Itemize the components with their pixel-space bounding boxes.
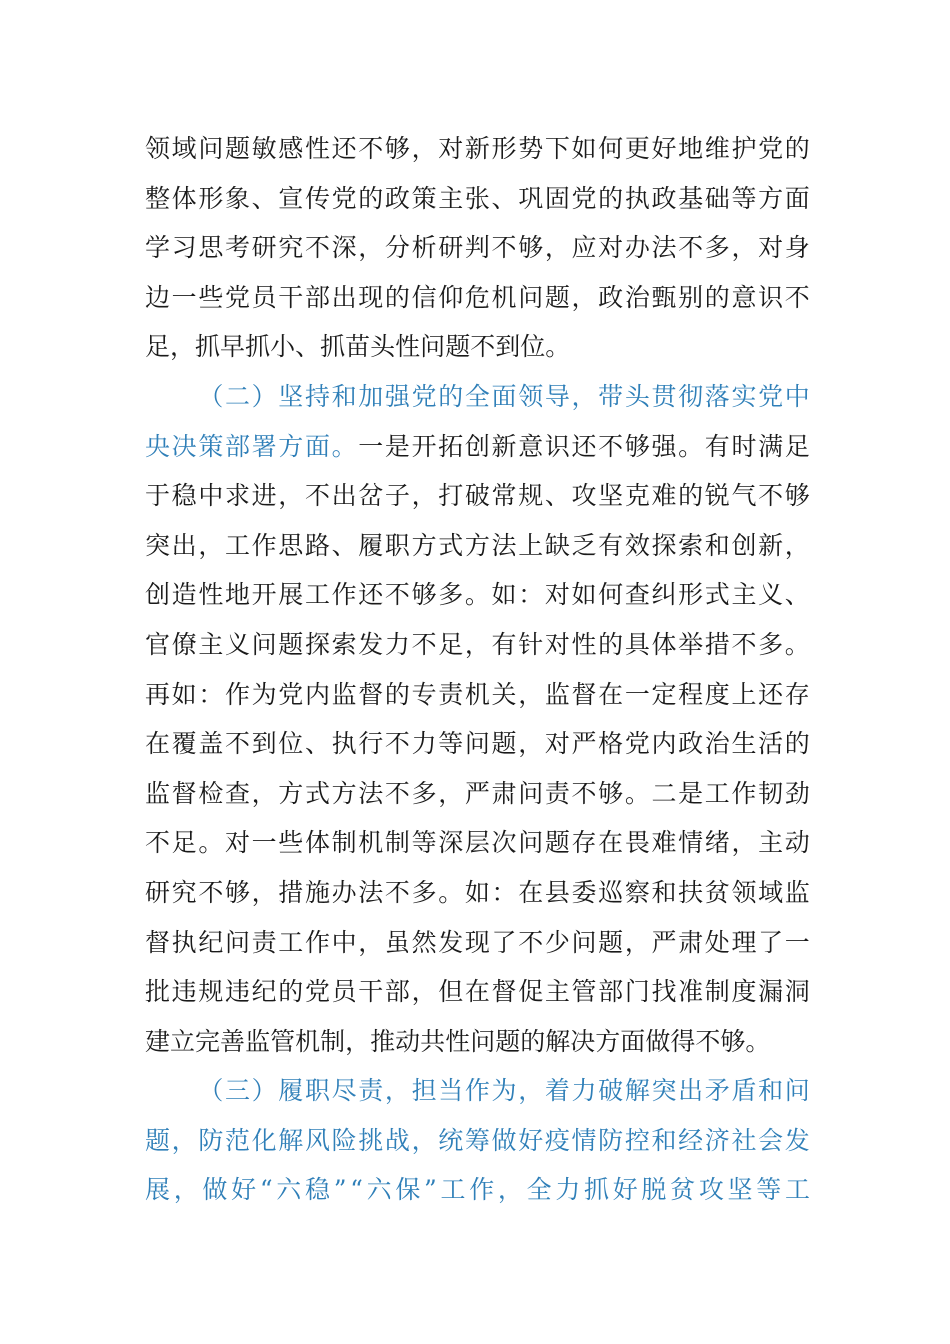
text-line: 领 域 问 题 敏 感 性 还 不 够 ， 对 新 形 势 下 如 何 更 好 地 维 护 党 的 bbox=[145, 134, 810, 163]
text-line: 题 ， 防 范 化 解 风 险 挑 战 ， 统 筹 做 好 疫 情 防 控 和 经 济 社 会 发 bbox=[145, 1125, 810, 1155]
text-line: 央 决 策 部 署 方 面 。 一 是 开 拓 创 新 意 识 还 不 够 强 。 有 时 满 足 bbox=[145, 431, 810, 461]
body-text bbox=[145, 124, 810, 1215]
text-line: 官 僚 主 义 问 题 探 索 发 力 不 足 ， 有 针 对 性 的 具 体 举 措 不 多 。 bbox=[145, 629, 810, 659]
text-line: 再 如 ： 作 为 党 内 监 督 的 专 责 机 关 ， 监 督 在 一 定 程 度 上 还 存 bbox=[145, 679, 810, 709]
text-line: 于 稳 中 求 进 ， 不 出 岔 子 ， 打 破 常 规 、 攻 坚 克 难 的 锐 气 不 够 bbox=[145, 481, 810, 511]
text-line: （ 三 ） 履 职 尽 责 ， 担 当 作 为 ， 着 力 破 解 突 出 矛 盾 和 问 bbox=[198, 1076, 810, 1106]
text-line: 学 习 思 考 研 究 不 深 ， 分 析 研 判 不 够 ， 应 对 办 法 不 多 ， 对 身 bbox=[145, 233, 810, 263]
text-line: 足 ， 抓 早 抓 小 、 抓 苗 头 性 问 题 不 到 位 。 bbox=[145, 332, 571, 362]
text-line: 督 执 纪 问 责 工 作 中 ， 虽 然 发 现 了 不 少 问 题 ， 严 肃 处 理 了 一 bbox=[145, 927, 810, 957]
text-line: 创 造 性 地 开 展 工 作 还 不 够 多 。 如 ： 对 如 何 查 纠 形 式 主 义 、 bbox=[145, 580, 810, 610]
text-line: （ 二 ） 坚 持 和 加 强 党 的 全 面 领 导 ， 带 头 贯 彻 落 实 党 中 bbox=[198, 381, 810, 411]
text-line: 建 立 完 善 监 管 机 制 ， 推 动 共 性 问 题 的 解 决 方 面 做 得 不 够 。 bbox=[145, 1026, 771, 1056]
text-line: 边 一 些 党 员 干 部 出 现 的 信 仰 危 机 问 题 ， 政 治 甄 别 的 意 识 不 bbox=[145, 282, 810, 312]
text-line: 在 覆 盖 不 到 位 、 执 行 不 力 等 问 题 ， 对 严 格 党 内 政 治 生 活 的 bbox=[145, 729, 810, 759]
text-line: 监 督 检 查 ， 方 式 方 法 不 多 ， 严 肃 问 责 不 够 。 二 是 工 作 韧 劲 bbox=[145, 778, 810, 808]
text-line: 不 足 。 对 一 些 体 制 机 制 等 深 层 次 问 题 存 在 畏 难 情 绪 ， 主 动 bbox=[145, 828, 810, 858]
text-line: 研 究 不 够 ， 措 施 办 法 不 多 。 如 ： 在 县 委 巡 察 和 扶 贫 领 域 监 bbox=[145, 877, 810, 907]
text-line: 批 违 规 违 纪 的 党 员 干 部 ， 但 在 督 促 主 管 部 门 找 准 制 度 漏 洞 bbox=[145, 977, 810, 1007]
text-line: 突 出 ， 工 作 思 路 、 履 职 方 式 方 法 上 缺 乏 有 效 探 索 和 创 新 ， bbox=[145, 530, 810, 560]
text-line: 展 ， 做 好 “ 六 稳 ” “ 六 保 ” 工 作 ， 全 力 抓 好 脱 贫 攻 坚 等 工 bbox=[145, 1175, 810, 1205]
text-line: 整 体 形 象 、 宣 传 党 的 政 策 主 张 、 巩 固 党 的 执 政 基 础 等 方 面 bbox=[145, 183, 810, 213]
